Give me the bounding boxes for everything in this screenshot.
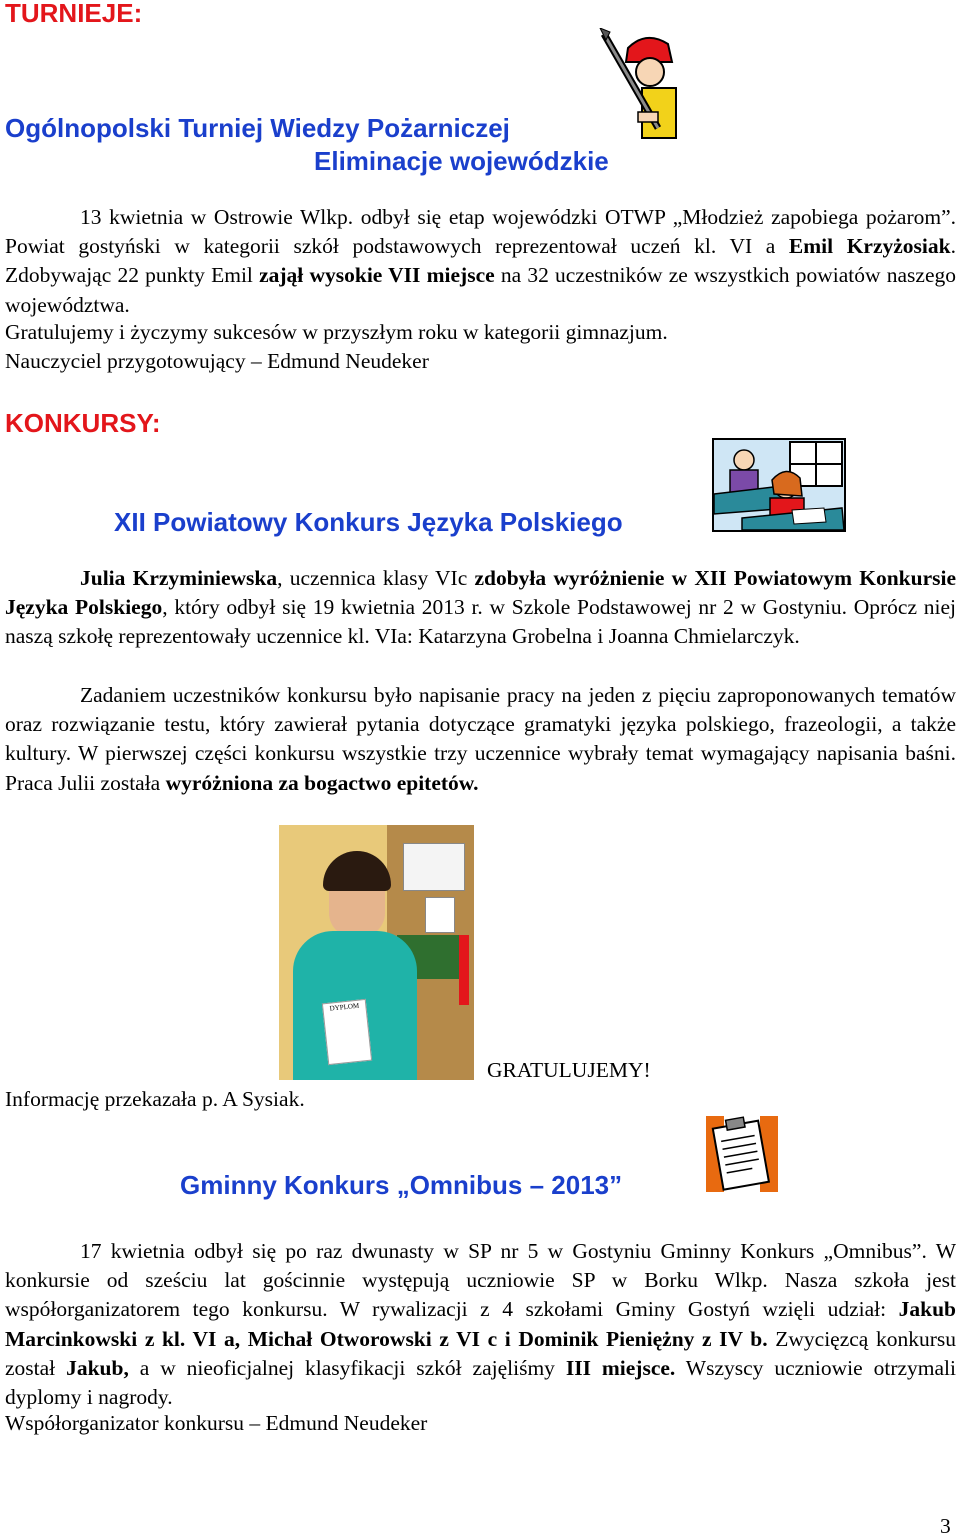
section2-paragraph1: Julia Krzyminiewska, uczennica klasy VIc zdobyła wyróżnienie w XII Powiatowym Konkursie Języka Polskiego, który odbył się 19 kwietnia 2013 r. w Szkole Podstawowej nr 2 w Gostyniu. Oprócz niej naszą szkołę reprezentowały uczennice kl. VIa: Katarzyna Grobelna i Joanna Chmielarczyk.	[5, 566, 956, 649]
student-name-emil: Emil Krzyżosiak	[788, 234, 951, 259]
clipboard-icon	[704, 1112, 780, 1196]
section1-teacher: Nauczyciel przygotowujący – Edmund Neudeker	[5, 349, 429, 373]
section1-paragraph1: 13 kwietnia w Ostrowie Wlkp. odbył się etap wojewódzki OTWP „Młodzież zapobiega pożarom”. Powiat gostyński w kategorii szkół podstawowych reprezentował uczeń kl. VI a Emil Krzyżosiak. Zdobywając 22 punkty Emil zajął wysokie VII miejsce na 32 uczestników ze wszystkich powiatów naszego województwa.	[5, 205, 956, 317]
student-name-julia: Julia Krzyminiewska	[80, 566, 278, 590]
section3-coorganizer: Współorganizator konkursu – Edmund Neudeker	[5, 1411, 428, 1435]
placement-text: zajął wysokie VII miejsce	[259, 263, 495, 288]
award-reason-text: wyróżniona za bogactwo epitetów.	[165, 770, 479, 795]
participants-names: Jakub Marcinkowski z kl. VI a, Michał Otworowski z VI c i Dominik Pieniężny z IV b.	[5, 1297, 956, 1351]
page-number: 3	[940, 1514, 951, 1538]
winner-name: Jakub,	[66, 1355, 129, 1380]
student-photo	[279, 825, 474, 1080]
congrats-text: GRATULUJEMY!	[487, 1058, 651, 1082]
section2-paragraph2: Zadaniem uczestników konkursu było napisanie pracy na jeden z pięciu zaproponowanych tematów oraz rozwiązanie testu, który zawierał pytania dotyczące gramatyki języka polskiego, frazeologii, a także kultury. W pierwszej części konkursu wszystkie trzy uczennice wybrały temat wymagający napisania baśni. Praca Julii została wyróżniona za bogactwo epitetów.	[5, 683, 956, 795]
info-source-text: Informację przekazała p. A Sysiak.	[5, 1087, 305, 1111]
section2-title: XII Powiatowy Konkurs Języka Polskiego	[114, 507, 623, 537]
diploma-sheet: DYPLOM	[322, 999, 372, 1065]
firefighter-icon	[598, 28, 680, 140]
section1-title-line2: Eliminacje wojewódzkie	[314, 146, 609, 176]
award-text: zdobyła wyróżnienie w XII Powiatowym Konkursie Języka Polskiego	[5, 566, 956, 620]
section1-paragraph2: Gratulujemy i życzymy sukcesów w przyszłym roku w kategorii gimnazjum.	[5, 320, 668, 344]
section1-title-line1: Ogólnopolski Turniej Wiedzy Pożarniczej	[5, 113, 510, 143]
section3-paragraph1: 17 kwietnia odbył się po raz dwunasty w SP nr 5 w Gostyniu Gminny Konkurs „Omnibus”. W konkursie od sześciu lat gościnnie występują uczniowie SP w Borku Wlkp. Nasza szkoła jest współorganizatorem tego konkursu. W rywalizacji z 4 szkołami Gminy Gostyń wzięli udział: Jakub Marcinkowski z kl. VI a, Michał Otworowski z VI c i Dominik Pieniężny z IV b. Zwycięzcą konkursu został Jakub, a w nieoficjalnej klasyfikacji szkół zajęliśmy III miejsce. Wszyscy uczniowie otrzymali dyplomy i nagrody.	[5, 1239, 956, 1410]
section-heading-konkursy: KONKURSY:	[5, 408, 161, 438]
section-heading-turnieje: TURNIEJE:	[5, 0, 143, 28]
students-writing-icon	[712, 438, 846, 532]
section3-title: Gminny Konkurs „Omnibus – 2013”	[180, 1170, 623, 1200]
school-placement: III miejsce.	[565, 1355, 676, 1380]
